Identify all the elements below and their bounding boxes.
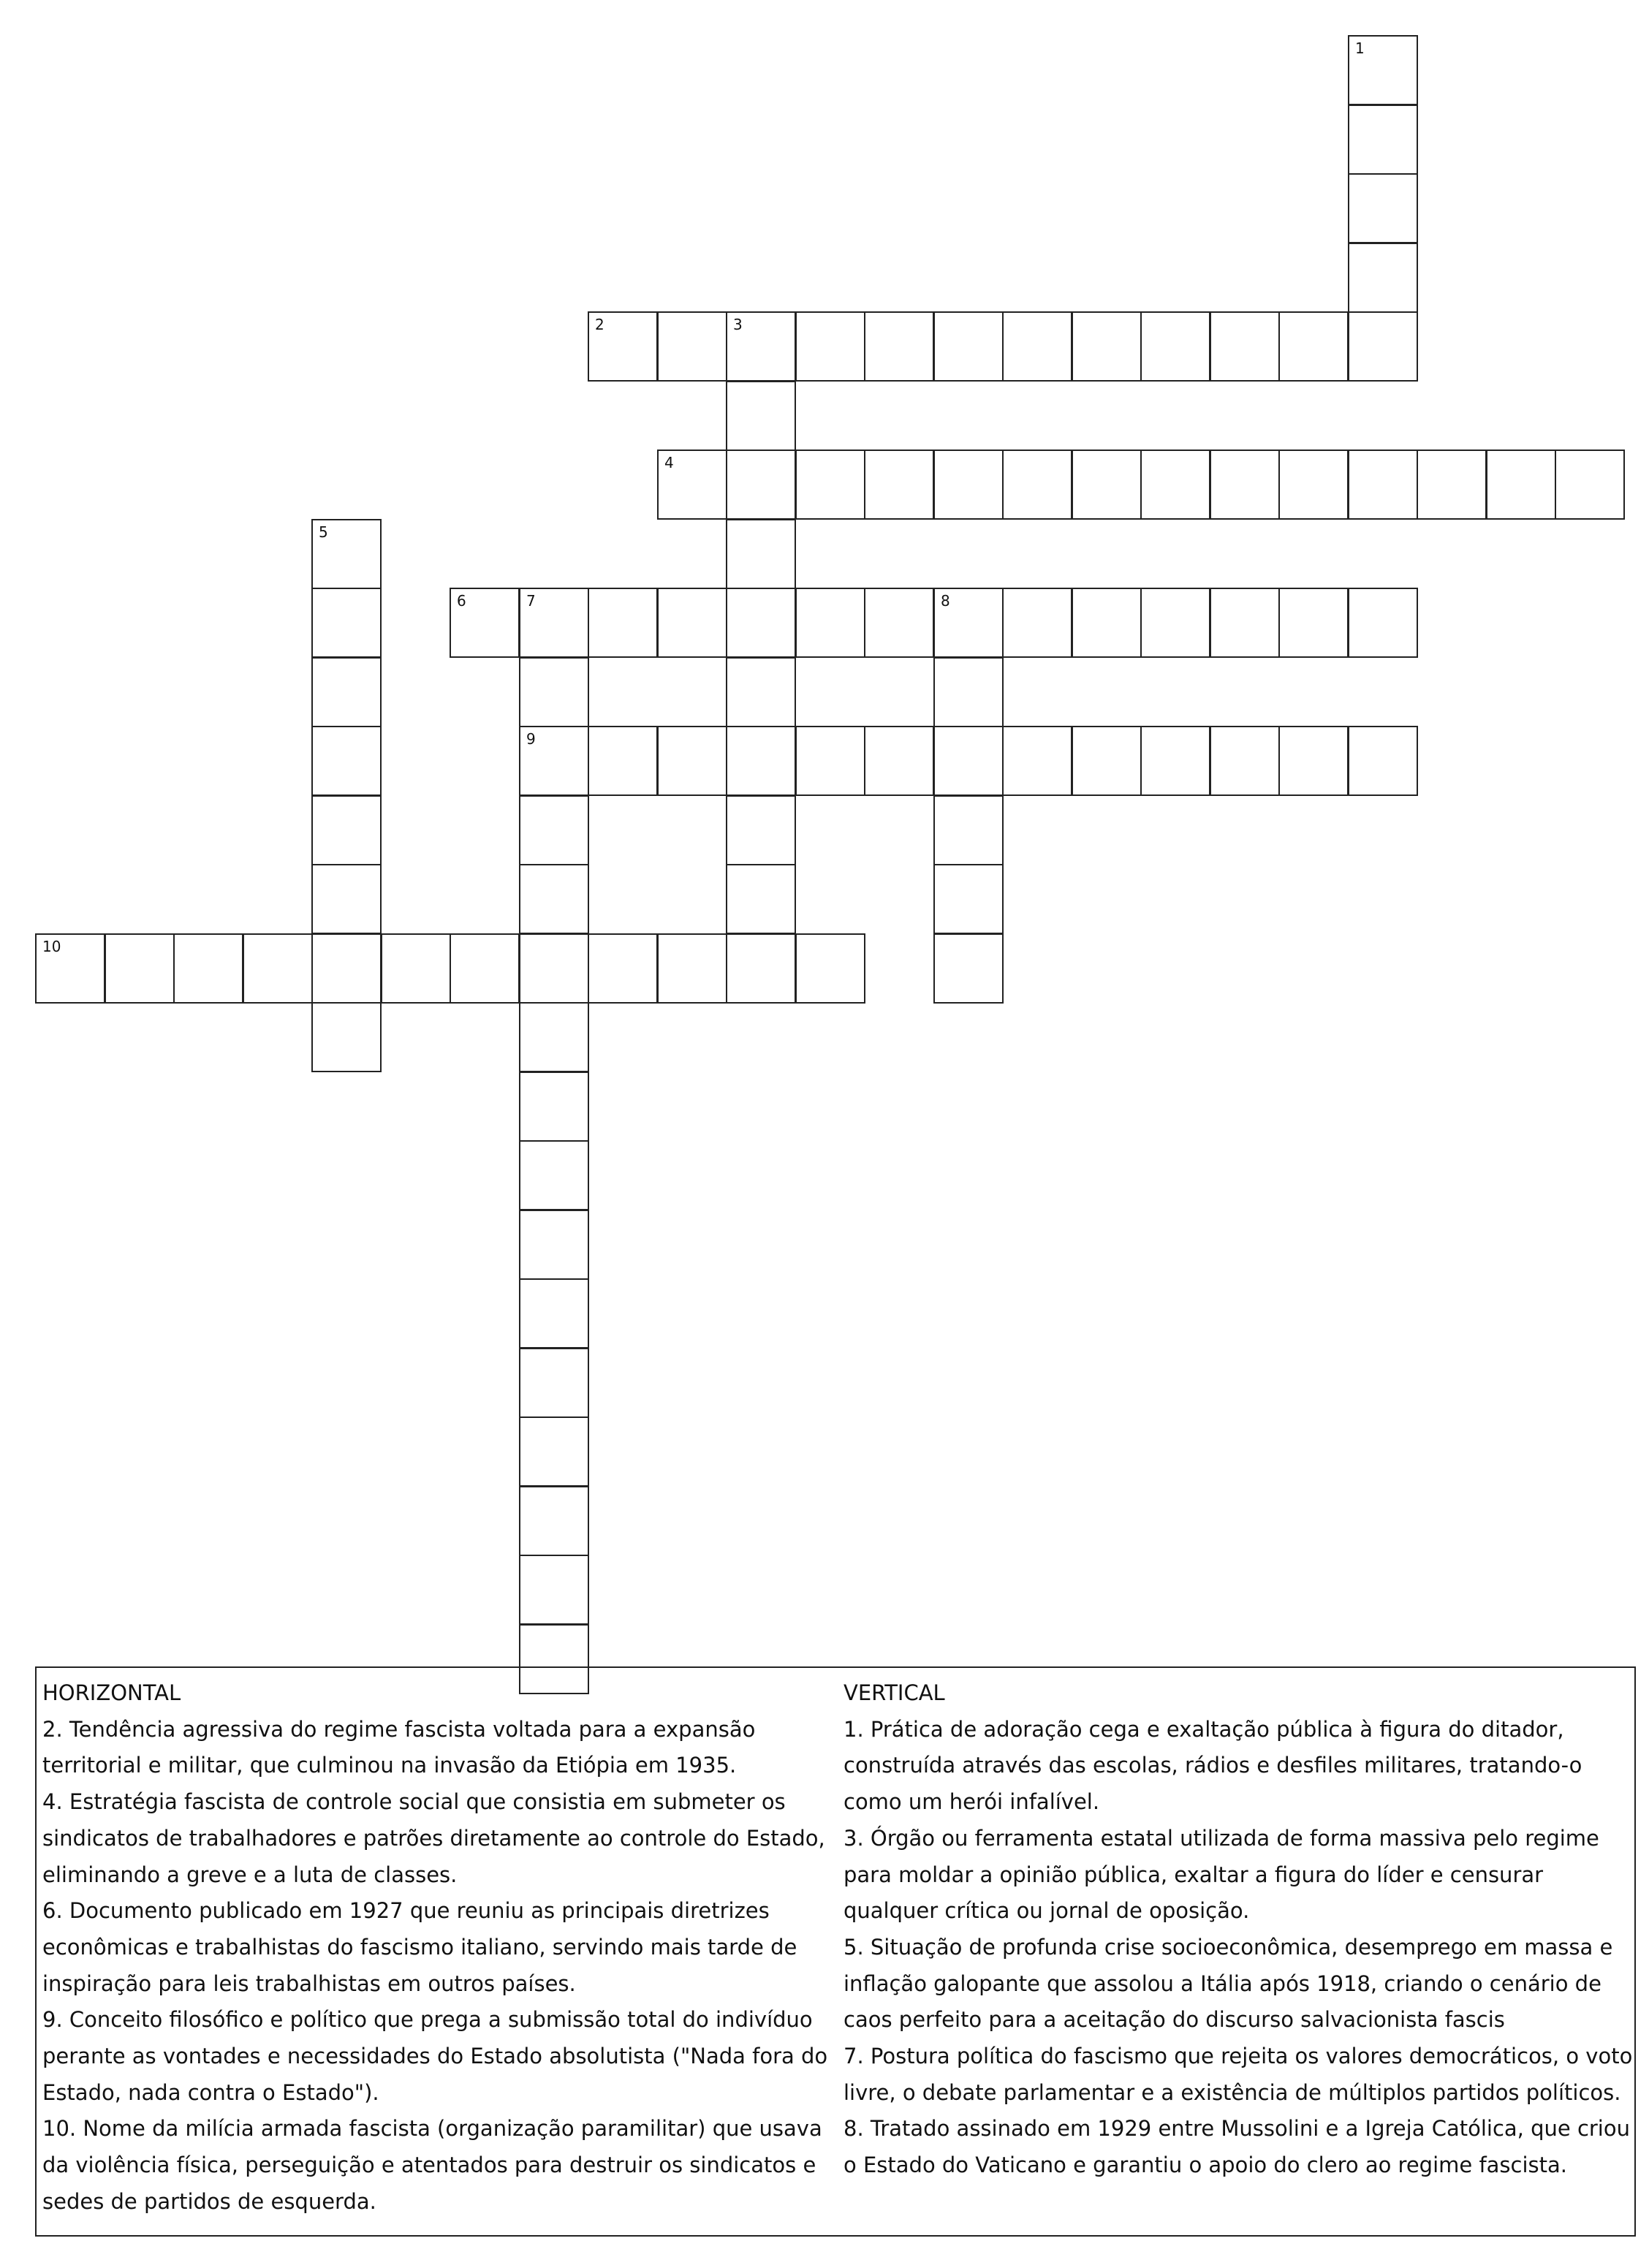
crossword-cell[interactable] (519, 1555, 589, 1625)
crossword-cell[interactable] (519, 1278, 589, 1349)
crossword-cell[interactable] (1002, 450, 1072, 520)
crossword-cell[interactable] (588, 726, 658, 796)
crossword-cell[interactable] (450, 588, 520, 658)
crossword-cell[interactable] (1002, 726, 1072, 796)
clue-horizontal-10: 10. Nome da milícia armada fascista (organização paramilitar) que usava da violência física, perseguição e atentados para destruir os sindicatos e sedes de partidos de esquerda. (42, 2116, 822, 2214)
crossword-cell[interactable] (1072, 311, 1142, 382)
clue-number: 1 (1355, 39, 1365, 57)
crossword-cell[interactable] (864, 588, 934, 658)
crossword-cell[interactable] (243, 933, 313, 1004)
clue-vertical-3: 3. Órgão ou ferramenta estatal utilizada de forma massiva pelo regime para moldar a opinião pública, exaltar a figura do líder e censurar qualquer crítica ou jornal de oposição. (844, 1825, 1599, 1924)
crossword-cell[interactable] (588, 933, 658, 1004)
clue-horizontal-4: 4. Estratégia fascista de controle social que consistia em submeter os sindicatos de trabalhadores e patrões diretamente ao controle do Estado, eliminando a greve e a luta de classes. (42, 1789, 825, 1887)
clue-horizontal-2: 2. Tendência agressiva do regime fascista voltada para a expansão territorial e militar, que culminou na invasão da Etiópia em 1935. (42, 1716, 756, 1778)
crossword-cell[interactable] (519, 864, 589, 934)
horizontal-clues (42, 1675, 832, 2220)
crossword-cell[interactable] (1348, 243, 1418, 313)
crossword-cell[interactable] (933, 864, 1004, 934)
crossword-cell[interactable] (1072, 588, 1142, 658)
crossword-cell[interactable] (35, 933, 105, 1004)
crossword-cell[interactable] (657, 726, 727, 796)
crossword-cell[interactable] (726, 726, 796, 796)
crossword-cell[interactable] (1002, 311, 1072, 382)
crossword-cell[interactable] (1278, 588, 1349, 658)
crossword-cell[interactable] (311, 726, 382, 796)
crossword-cell[interactable] (1140, 588, 1210, 658)
crossword-cell[interactable] (1348, 173, 1418, 243)
crossword-cell[interactable] (519, 1348, 589, 1418)
crossword-cell[interactable] (1210, 726, 1280, 796)
crossword-cell[interactable] (1002, 588, 1072, 658)
crossword-cell[interactable] (795, 450, 865, 520)
crossword-cell[interactable] (726, 657, 796, 727)
crossword-cell[interactable] (933, 450, 1004, 520)
crossword-cell[interactable] (1417, 450, 1487, 520)
clue-vertical-1: 1. Prática de adoração cega e exaltação pública à figura do ditador, construída através das escolas, rádios e desfiles militares, tratando-o como um herói infalível. (844, 1716, 1582, 1815)
clue-number: 8 (941, 592, 950, 610)
crossword-cell[interactable] (864, 311, 934, 382)
crossword-cell[interactable] (1140, 450, 1210, 520)
clue-number: 3 (733, 316, 743, 333)
crossword-cell[interactable] (519, 1002, 589, 1072)
crossword-cell[interactable] (173, 933, 243, 1004)
clue-vertical-5: 5. Situação de profunda crise socioeconômica, desemprego em massa e inflação galopante que assolou a Itália após 1918, criando o cenário de caos perfeito para a aceitação do discurso salvacionista fascis (844, 1934, 1613, 2033)
crossword-cell[interactable] (726, 588, 796, 658)
crossword-cell[interactable] (1140, 726, 1210, 796)
crossword-cell[interactable] (657, 588, 727, 658)
crossword-cell[interactable] (311, 795, 382, 865)
horizontal-heading: HORIZONTAL (42, 1680, 181, 1705)
crossword-cell[interactable] (726, 519, 796, 589)
crossword-cell[interactable] (519, 657, 589, 727)
clues-box (35, 1666, 1636, 2237)
crossword-cell[interactable] (311, 864, 382, 934)
crossword-cell[interactable] (519, 1486, 589, 1556)
crossword-cell[interactable] (795, 588, 865, 658)
crossword-cell[interactable] (1348, 105, 1418, 175)
crossword-cell[interactable] (1486, 450, 1556, 520)
crossword-cell[interactable] (795, 726, 865, 796)
crossword-cell[interactable] (1210, 311, 1280, 382)
clue-number: 4 (664, 454, 674, 471)
clue-horizontal-9: 9. Conceito filosófico e político que prega a submissão total do indivíduo perante as vontades e necessidades do Estado absolutista ("Nada fora do Estado, nada contra o Estado"). (42, 2007, 828, 2105)
clue-number: 10 (42, 938, 61, 955)
crossword-cell[interactable] (726, 311, 796, 382)
crossword-cell[interactable] (381, 933, 451, 1004)
crossword-cell[interactable] (450, 933, 520, 1004)
crossword-cell[interactable] (1140, 311, 1210, 382)
crossword-cell[interactable] (1072, 726, 1142, 796)
crossword-cell[interactable] (519, 1140, 589, 1210)
clue-number: 6 (457, 592, 466, 610)
clue-horizontal-6: 6. Documento publicado em 1927 que reuniu as principais diretrizes econômicas e trabalhistas do fascismo italiano, servindo mais tarde de inspiração para leis trabalhistas em outros países. (42, 1898, 797, 1996)
clue-number: 7 (526, 592, 536, 610)
crossword-cell[interactable] (1348, 311, 1418, 382)
crossword-cell[interactable] (519, 1416, 589, 1487)
crossword-cell[interactable] (311, 1002, 382, 1072)
crossword-cell[interactable] (726, 381, 796, 451)
crossword-cell[interactable] (933, 795, 1004, 865)
crossword-cell[interactable] (105, 933, 175, 1004)
crossword-cell[interactable] (311, 588, 382, 658)
crossword-cell[interactable] (1278, 450, 1349, 520)
crossword-cell[interactable] (1210, 450, 1280, 520)
crossword-cell[interactable] (519, 1210, 589, 1280)
crossword-cell[interactable] (657, 450, 727, 520)
crossword-cell[interactable] (1278, 311, 1349, 382)
crossword-cell[interactable] (795, 933, 865, 1004)
crossword-cell[interactable] (519, 1072, 589, 1142)
crossword-cell[interactable] (726, 450, 796, 520)
crossword-cell[interactable] (519, 588, 589, 658)
crossword-cell[interactable] (726, 933, 796, 1004)
crossword-cell[interactable] (864, 450, 934, 520)
crossword-cell[interactable] (933, 933, 1004, 1004)
crossword-cell[interactable] (519, 726, 589, 796)
crossword-cell[interactable] (726, 795, 796, 865)
clue-vertical-7: 7. Postura política do fascismo que rejeita os valores democráticos, o voto livre, o debate parlamentar e a existência de múltiplos partidos políticos. (844, 2044, 1633, 2105)
crossword-cell[interactable] (933, 588, 1004, 658)
crossword-cell[interactable] (933, 726, 1004, 796)
vertical-heading: VERTICAL (844, 1680, 945, 1705)
crossword-cell[interactable] (1278, 726, 1349, 796)
clue-number: 5 (319, 523, 328, 541)
crossword-cell[interactable] (1348, 588, 1418, 658)
crossword-cell[interactable] (933, 657, 1004, 727)
crossword-cell[interactable] (1210, 588, 1280, 658)
crossword-cell[interactable] (1348, 726, 1418, 796)
clue-vertical-8: 8. Tratado assinado em 1929 entre Mussolini e a Igreja Católica, que criou o Estado do Vaticano e garantiu o apoio do clero ao regime fascista. (844, 2116, 1630, 2178)
crossword-cell[interactable] (311, 933, 382, 1004)
vertical-clues (844, 1675, 1633, 2184)
clue-number: 2 (595, 316, 604, 333)
crossword-cell[interactable] (795, 311, 865, 382)
crossword-cell[interactable] (311, 657, 382, 727)
crossword-cell[interactable] (588, 311, 658, 382)
crossword-cell[interactable] (519, 795, 589, 865)
crossword-cell[interactable] (726, 864, 796, 934)
crossword-cell[interactable] (933, 311, 1004, 382)
clue-number: 9 (526, 730, 536, 748)
crossword-cell[interactable] (657, 933, 727, 1004)
crossword-cell[interactable] (1072, 450, 1142, 520)
crossword-cell[interactable] (657, 311, 727, 382)
crossword-cell[interactable] (588, 588, 658, 658)
crossword-cell[interactable] (1348, 450, 1418, 520)
crossword-cell[interactable] (1555, 450, 1625, 520)
crossword-cell[interactable] (519, 933, 589, 1004)
crossword-cell[interactable] (311, 519, 382, 589)
crossword-cell[interactable] (864, 726, 934, 796)
crossword-cell[interactable] (1348, 35, 1418, 105)
